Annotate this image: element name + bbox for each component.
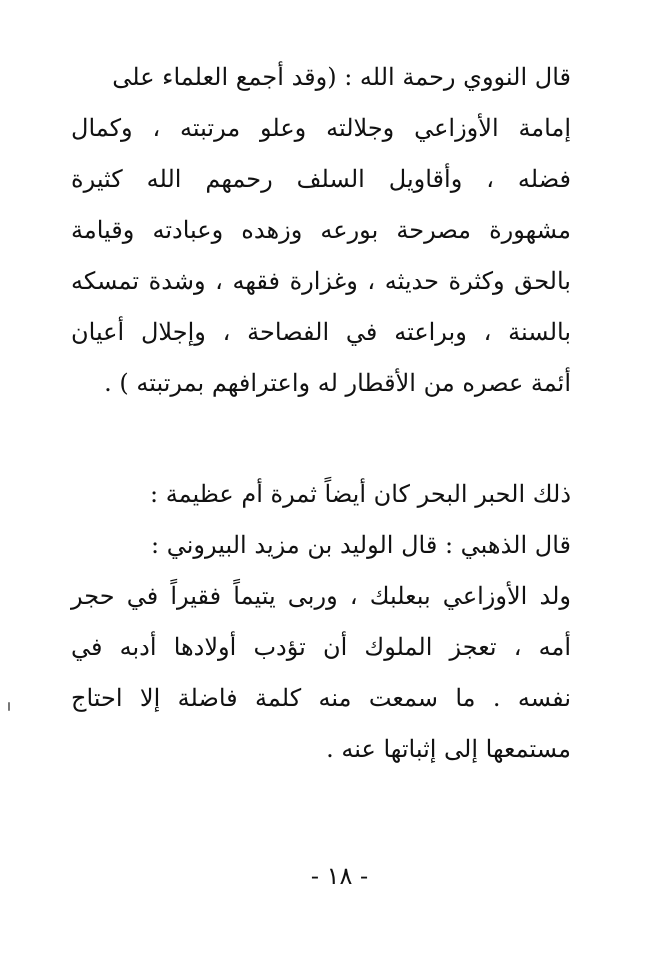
text-line: إمامة الأوزاعي وجلالته وعلو مرتبته ، وكمال [71, 114, 571, 142]
text-line: أمه ، تعجز الملوك أن تؤدب أولادها أدبه في [71, 633, 571, 661]
text-line: ذلك الحبر البحر كان أيضاً ثمرة أم عظيمة : [150, 480, 571, 508]
page-number-label: - ١٨ - [310, 862, 369, 890]
text-line: بالسنة ، وبراعته في الفصاحة ، وإجلال أعيان [71, 318, 571, 346]
text-line: أئمة عصره من الأقطار له واعترافهم بمرتبته ) . [104, 369, 571, 397]
text-line: نفسه . ما سمعت منه كلمة فاضلة إلا احتاج [71, 684, 571, 712]
text-line: قال النووي رحمة الله : (وقد أجمع العلماء على [112, 63, 571, 91]
text-line: بالحق وكثرة حديثه ، وغزارة فقهه ، وشدة تمسكه [71, 267, 571, 295]
paragraph-nawawi-quote [71, 52, 571, 409]
text-line: فضله ، وأقاويل السلف رحمهم الله كثيرة [71, 165, 571, 193]
paragraph-dhahabi-quote [71, 469, 571, 775]
text-line: مشهورة مصرحة بورعه وزهده وعبادته وقيامة [71, 216, 571, 244]
scan-speck [8, 702, 10, 711]
text-line: قال الذهبي : قال الوليد بن مزيد البيروني : [151, 531, 571, 559]
text-line: مستمعها إلى إثباتها عنه . [326, 735, 571, 763]
text-line: ولد الأوزاعي ببعلبك ، وربى يتيماً فقيراً في حجر [71, 582, 571, 610]
page-number [0, 862, 661, 890]
